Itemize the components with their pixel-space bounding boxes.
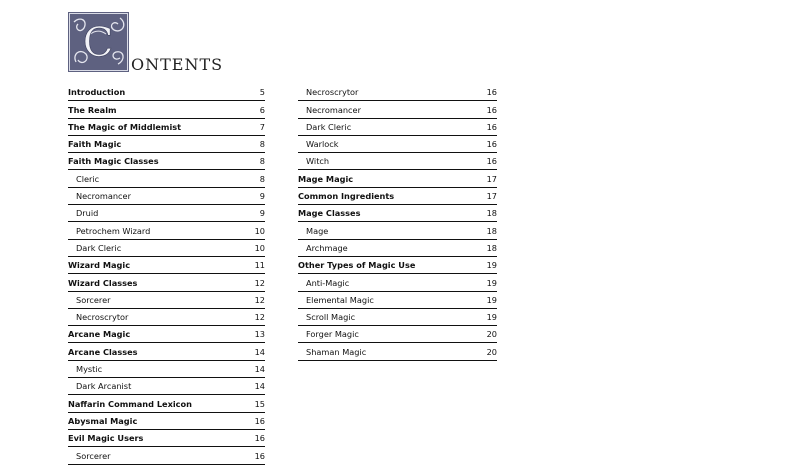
toc-entry-page-number: 19 (486, 277, 497, 288)
toc-entry-label: Druid (76, 208, 99, 219)
toc-entry-page-number: 8 (259, 156, 265, 167)
toc-entry-label: Other Types of Magic Use (298, 260, 416, 271)
toc-entry-label: Dark Arcanist (76, 381, 132, 392)
toc-right-column (298, 84, 497, 361)
toc-entry[interactable] (68, 309, 265, 326)
toc-entry[interactable] (298, 101, 497, 118)
toc-entry[interactable] (68, 395, 265, 412)
toc-entry-label: Mage (306, 225, 329, 236)
toc-entry-page-number: 15 (254, 398, 265, 409)
toc-entry-page-number: 13 (254, 329, 265, 340)
toc-entry[interactable] (298, 188, 497, 205)
dropcap-ornament-icon (68, 12, 129, 72)
toc-entry[interactable] (298, 222, 497, 239)
toc-entry-page-number: 16 (254, 450, 265, 461)
toc-entry-label: Dark Cleric (76, 242, 122, 253)
toc-left-column (68, 84, 265, 465)
toc-entry-label: Elemental Magic (306, 294, 374, 305)
toc-entry-label: Necromancer (76, 191, 131, 202)
toc-entry[interactable] (68, 188, 265, 205)
toc-entry-page-number: 16 (486, 139, 497, 150)
toc-entry-label: Mage Magic (298, 173, 354, 184)
toc-entry[interactable] (298, 84, 497, 101)
toc-entry-page-number: 18 (486, 242, 497, 253)
toc-entry[interactable] (298, 119, 497, 136)
toc-entry-label: Introduction (68, 87, 126, 98)
toc-entry-label: Dark Cleric (306, 121, 352, 132)
toc-entry-page-number: 17 (486, 191, 497, 202)
toc-entry[interactable] (298, 292, 497, 309)
toc-entry[interactable] (68, 361, 265, 378)
toc-entry-page-number: 12 (254, 277, 265, 288)
toc-entry-label: Common Ingredients (298, 191, 395, 202)
toc-entry[interactable] (298, 343, 497, 360)
toc-entry-page-number: 14 (254, 381, 265, 392)
toc-entry[interactable] (298, 257, 497, 274)
toc-entry-page-number: 14 (254, 346, 265, 357)
toc-entry-label: Archmage (306, 242, 348, 253)
toc-entry-page-number: 16 (254, 433, 265, 444)
toc-entry[interactable] (68, 257, 265, 274)
toc-entry-page-number: 6 (259, 104, 265, 115)
toc-entry-label: Anti-Magic (306, 277, 350, 288)
toc-entry[interactable] (298, 274, 497, 291)
toc-entry[interactable] (68, 378, 265, 395)
toc-entry[interactable] (298, 326, 497, 343)
toc-entry[interactable] (298, 170, 497, 187)
toc-entry-label: Witch (306, 156, 330, 167)
toc-entry-page-number: 19 (486, 260, 497, 271)
toc-entry-page-number: 8 (259, 139, 265, 150)
toc-entry-page-number: 10 (254, 242, 265, 253)
toc-entry[interactable] (68, 292, 265, 309)
toc-entry-page-number: 12 (254, 312, 265, 323)
toc-entry-page-number: 16 (486, 121, 497, 132)
toc-entry-page-number: 14 (254, 364, 265, 375)
toc-entry[interactable] (68, 119, 265, 136)
toc-entry[interactable] (68, 136, 265, 153)
toc-entry-label: Abysmal Magic (68, 415, 138, 426)
toc-entry-page-number: 16 (254, 415, 265, 426)
toc-entry[interactable] (298, 309, 497, 326)
toc-entry-page-number: 16 (486, 104, 497, 115)
toc-entry[interactable] (68, 170, 265, 187)
ornamental-dropcap-c (68, 12, 129, 72)
toc-entry-page-number: 16 (486, 87, 497, 98)
toc-entry-label: Cleric (76, 173, 100, 184)
toc-entry-page-number: 8 (259, 173, 265, 184)
toc-entry-page-number: 18 (486, 225, 497, 236)
toc-entry[interactable] (68, 413, 265, 430)
toc-entry-label: Necroscrytor (76, 312, 129, 323)
toc-entry[interactable] (68, 84, 265, 101)
toc-entry[interactable] (298, 136, 497, 153)
toc-entry-page-number: 20 (486, 346, 497, 357)
toc-entry-page-number: 17 (486, 173, 497, 184)
toc-entry-page-number: 10 (254, 225, 265, 236)
toc-entry-label: Arcane Classes (68, 346, 138, 357)
toc-entry-page-number: 19 (486, 294, 497, 305)
toc-entry-label: Necromancer (306, 104, 361, 115)
toc-entry[interactable] (68, 430, 265, 447)
toc-entry-label: Wizard Magic (68, 260, 131, 271)
toc-entry-label: The Magic of Middlemist (68, 121, 182, 132)
toc-entry-label: Mystic (76, 364, 103, 375)
toc-entry-page-number: 16 (486, 156, 497, 167)
toc-entry[interactable] (68, 240, 265, 257)
toc-entry-label: Shaman Magic (306, 346, 367, 357)
toc-entry-label: Evil Magic Users (68, 433, 144, 444)
toc-entry[interactable] (68, 222, 265, 239)
toc-entry-label: Wizard Classes (68, 277, 138, 288)
toc-entry[interactable] (298, 240, 497, 257)
toc-entry-page-number: 5 (259, 87, 265, 98)
toc-entry[interactable] (68, 343, 265, 360)
toc-entry-label: Scroll Magic (306, 312, 356, 323)
toc-entry-label: Petrochem Wizard (76, 225, 151, 236)
toc-entry-label: Sorcerer (76, 450, 111, 461)
toc-entry[interactable] (68, 101, 265, 118)
toc-entry-label: Mage Classes (298, 208, 361, 219)
svg-text:C: C (82, 20, 114, 66)
toc-entry[interactable] (68, 205, 265, 222)
toc-entry-label: Necroscrytor (306, 87, 359, 98)
toc-entry[interactable] (68, 153, 265, 170)
toc-entry-page-number: 9 (259, 208, 265, 219)
toc-entry-label: The Realm (68, 104, 117, 115)
toc-entry[interactable] (298, 205, 497, 222)
toc-entry-page-number: 11 (254, 260, 265, 271)
toc-entry-label: Arcane Magic (68, 329, 131, 340)
toc-entry[interactable] (68, 274, 265, 291)
toc-entry[interactable] (68, 326, 265, 343)
toc-entry[interactable] (298, 153, 497, 170)
toc-entry-page-number: 20 (486, 329, 497, 340)
toc-entry-page-number: 9 (259, 191, 265, 202)
toc-entry-page-number: 7 (259, 121, 265, 132)
toc-entry-label: Faith Magic Classes (68, 156, 159, 167)
contents-title: ONTENTS (131, 55, 224, 74)
toc-entry-label: Faith Magic (68, 139, 122, 150)
toc-entry-page-number: 19 (486, 312, 497, 323)
toc-entry-label: Forger Magic (306, 329, 359, 340)
toc-entry-page-number: 12 (254, 294, 265, 305)
toc-entry-label: Naffarin Command Lexicon (68, 398, 192, 409)
toc-entry-page-number: 18 (486, 208, 497, 219)
toc-entry-label: Warlock (306, 139, 339, 150)
toc-entry-label: Sorcerer (76, 294, 111, 305)
